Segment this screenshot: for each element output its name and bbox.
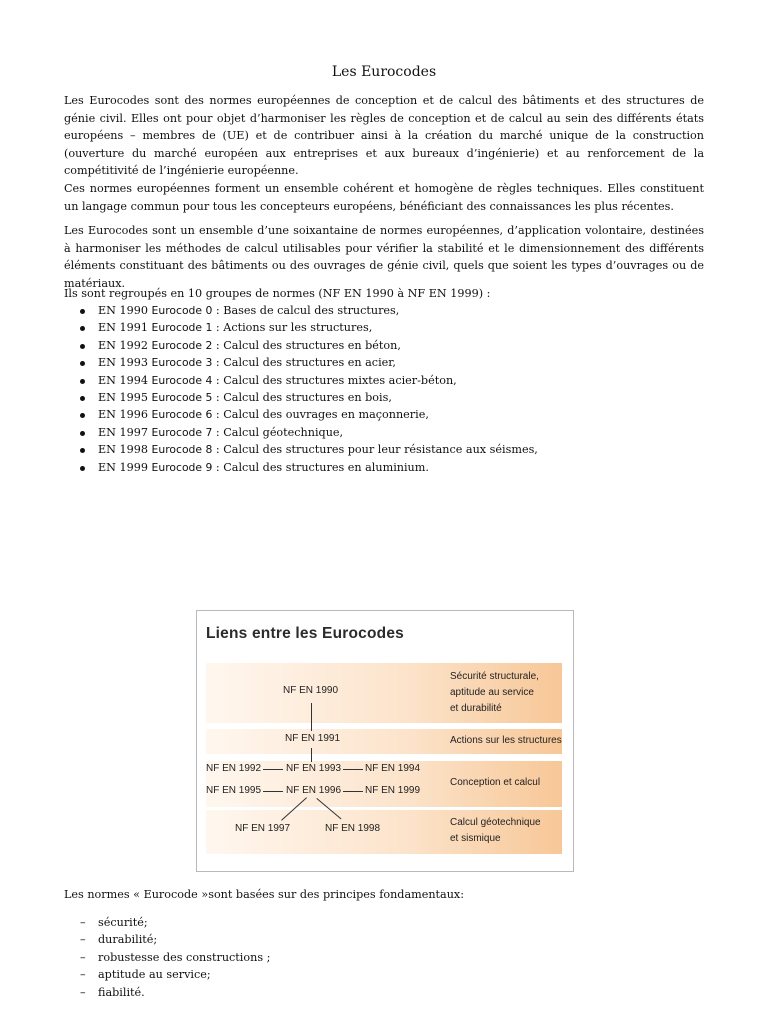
- node-nf-en-1997: NF EN 1997: [235, 823, 291, 834]
- list-item: EN 1990 Eurocode 0 : Bases de calcul des structures,: [80, 302, 538, 319]
- list-item: EN 1997 Eurocode 7 : Calcul géotechnique,: [80, 424, 538, 441]
- band-structural-safety: [206, 663, 562, 723]
- list-item: – fiabilité.: [80, 984, 270, 1001]
- node-nf-en-1994: NF EN 1994: [365, 763, 421, 774]
- band-label: Conception et calcul: [450, 777, 541, 788]
- list-item: EN 1996 Eurocode 6 : Calcul des ouvrages en maçonnerie,: [80, 406, 538, 423]
- node-nf-en-1996: NF EN 1996: [286, 785, 342, 796]
- connector-line: [343, 791, 363, 792]
- list-item: EN 1991 Eurocode 1 : Actions sur les structures,: [80, 319, 538, 336]
- list-item: EN 1998 Eurocode 8 : Calcul des structures pour leur résistance aux séismes,: [80, 441, 538, 458]
- node-nf-en-1991: NF EN 1991: [285, 733, 341, 744]
- principles-intro: Les normes « Eurocode »sont basées sur des principes fondamentaux:: [64, 888, 464, 901]
- list-item: EN 1992 Eurocode 2 : Calcul des structures en béton,: [80, 337, 538, 354]
- band-label: Actions sur les structures: [450, 735, 562, 746]
- list-item: – robustesse des constructions ;: [80, 949, 270, 966]
- eurocode-list: [80, 302, 538, 476]
- list-item: – sécurité;: [80, 914, 270, 931]
- page-title: Les Eurocodes: [331, 64, 437, 80]
- node-nf-en-1990: NF EN 1990: [283, 685, 339, 696]
- node-nf-en-1995: NF EN 1995: [206, 785, 262, 796]
- list-item: EN 1999 Eurocode 9 : Calcul des structures en aluminium.: [80, 459, 538, 476]
- list-item: EN 1994 Eurocode 4 : Calcul des structures mixtes acier-béton,: [80, 372, 538, 389]
- node-nf-en-1999: NF EN 1999: [365, 785, 421, 796]
- list-item: EN 1995 Eurocode 5 : Calcul des structures en bois,: [80, 389, 538, 406]
- node-nf-en-1993: NF EN 1993: [286, 763, 342, 774]
- figure-title: Liens entre les Eurocodes: [206, 625, 404, 642]
- list-item: – durabilité;: [80, 931, 270, 948]
- band-actions: [206, 729, 562, 754]
- list-item: – aptitude au service;: [80, 966, 270, 983]
- band-label: Calcul géotechnique et sismique: [450, 817, 541, 844]
- connector-line: [263, 769, 283, 770]
- node-nf-en-1998: NF EN 1998: [325, 823, 381, 834]
- connector-line: [263, 791, 283, 792]
- band-label: Sécurité structurale, aptitude au service et durabilité: [450, 671, 539, 714]
- paragraph-coherence: Ces normes européennes forment un ensemble cohérent et homogène de règles techniques. Elles constituent un langage commun pour tous les concepteurs européens, bénéficiant des connaissances les plus récentes.: [64, 182, 704, 213]
- connector-line: [311, 748, 312, 762]
- groups-intro: Ils sont regroupés en 10 groupes de normes (NF EN 1990 à NF EN 1999) :: [64, 287, 491, 300]
- paragraph-definition: Les Eurocodes sont un ensemble d’une soixantaine de normes européennes, d’application volontaire, destinées à harmoniser les méthodes de calcul utilisables pour vérifier la stabilité et le dimensionnement des différents éléments constituant des bâtiments ou des ouvrages de génie civil, quels que soient les types d’ouvrages ou de matériaux.: [64, 224, 704, 290]
- paragraph-intro: Les Eurocodes sont des normes européennes de conception et de calcul des bâtiments et des structures de génie civil. Elles ont pour objet d’harmoniser les règles de conception et de calcul au sein des différents états européens – membres de (UE) et de contribuer ainsi à la création du marché unique de la construction (ouverture du marché européen aux entreprises et aux bureaux d’ingénierie) et au renforcement de la compétitivité de l’ingénierie européenne.: [64, 94, 704, 178]
- connector-line: [343, 769, 363, 770]
- eurocodes-links-figure: [196, 610, 574, 872]
- principles-list: [80, 914, 270, 1001]
- list-item: EN 1993 Eurocode 3 : Calcul des structures en acier,: [80, 354, 538, 371]
- node-nf-en-1992: NF EN 1992: [206, 763, 262, 774]
- connector-line: [311, 703, 312, 731]
